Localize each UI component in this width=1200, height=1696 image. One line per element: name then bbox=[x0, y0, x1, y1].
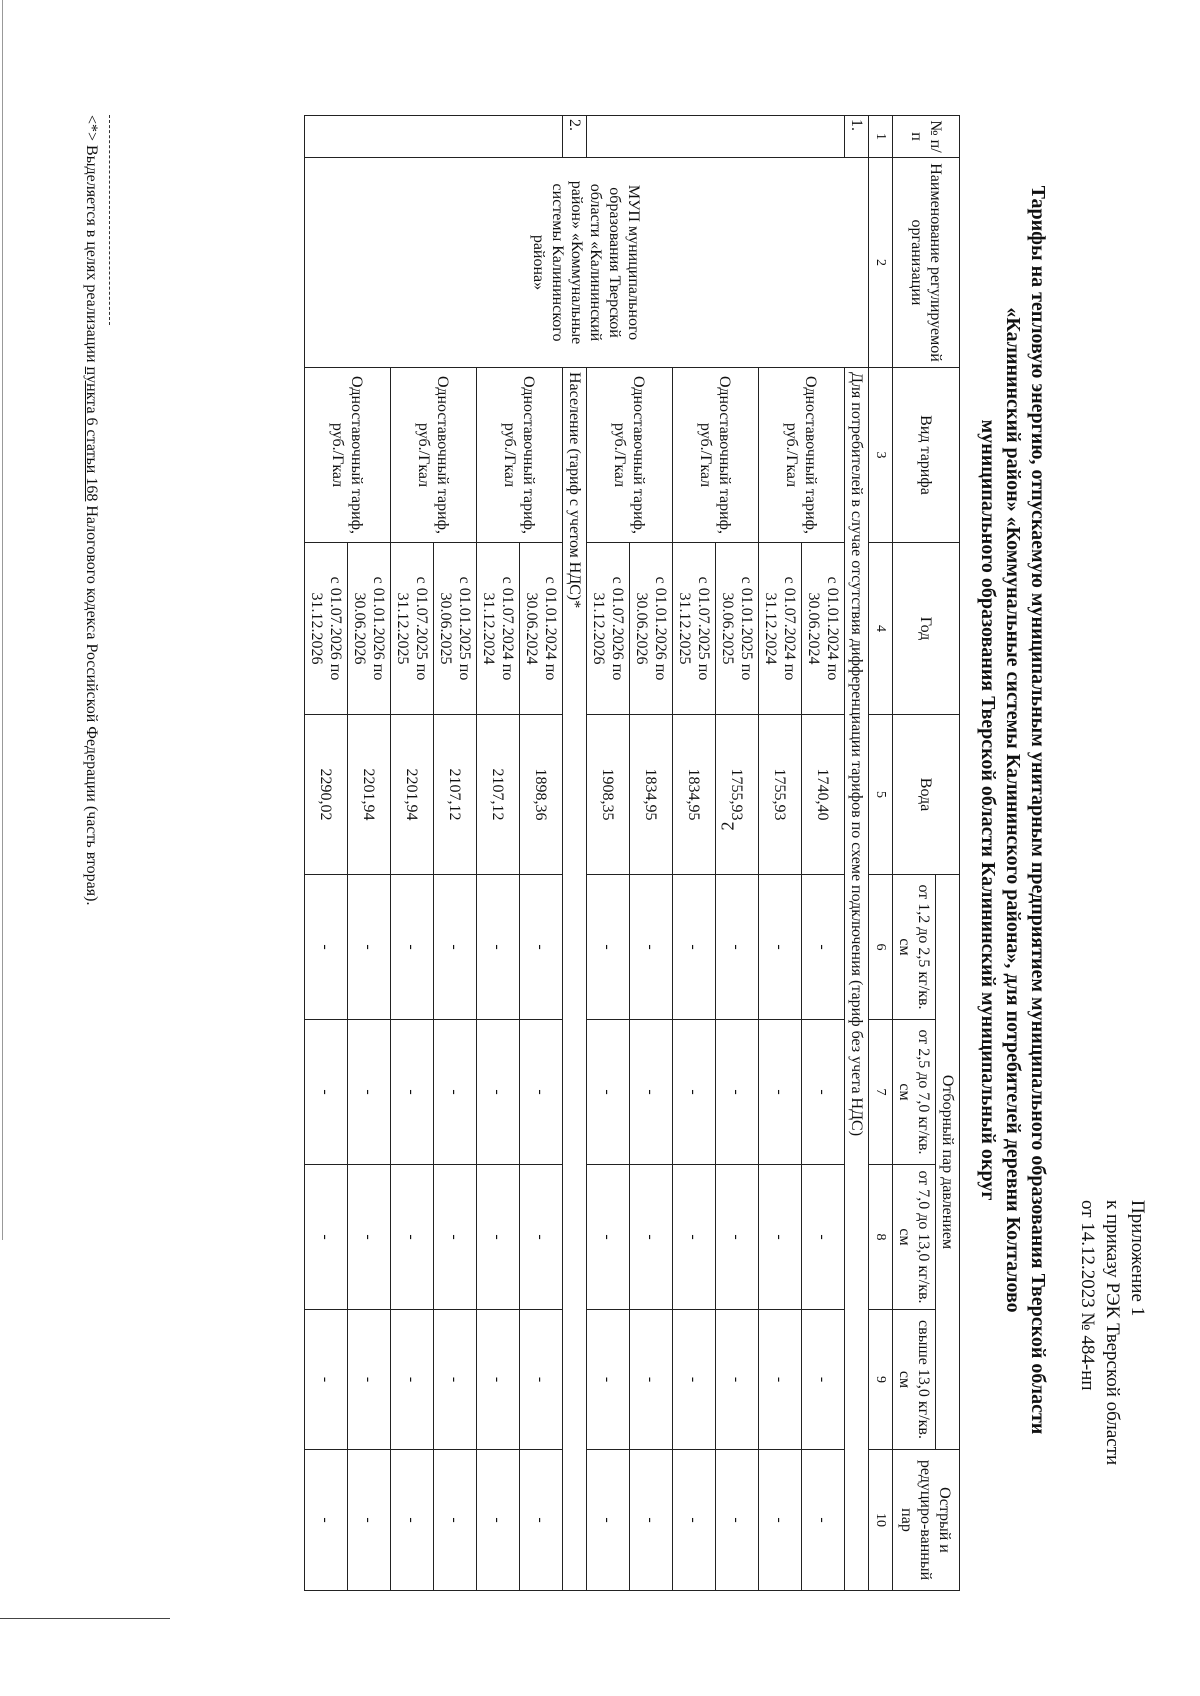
steam-2-value: - bbox=[630, 1020, 673, 1165]
sharp-steam-value: - bbox=[630, 1450, 673, 1591]
sharp-steam-value: - bbox=[391, 1450, 434, 1591]
steam-1-value: - bbox=[348, 875, 391, 1020]
col-number: 10 bbox=[869, 1450, 893, 1591]
col-number: 6 bbox=[869, 875, 893, 1020]
water-value: 1740,40 bbox=[802, 715, 845, 875]
page-number: 2 bbox=[717, 821, 738, 831]
col-number: 8 bbox=[869, 1165, 893, 1310]
organization-name: МУП муниципального образования Тверской области «Калининский район» «Коммунальные системы Калининского района» bbox=[305, 158, 869, 368]
steam-4-value: - bbox=[305, 1310, 348, 1450]
footnote bbox=[82, 115, 100, 905]
steam-4-value: - bbox=[759, 1310, 802, 1450]
steam-3-value: - bbox=[673, 1165, 716, 1310]
tariff-type-cell: Одноставочный тариф, руб./Гкал bbox=[673, 368, 759, 543]
appendix-line-1: Приложение 1 bbox=[1127, 1200, 1148, 1317]
appendix-block bbox=[1075, 1200, 1150, 1620]
steam-3-value: - bbox=[477, 1165, 520, 1310]
steam-3-value: - bbox=[587, 1165, 630, 1310]
steam-1-value: - bbox=[434, 875, 477, 1020]
steam-1-value: - bbox=[391, 875, 434, 1020]
sharp-steam-value: - bbox=[716, 1450, 759, 1591]
title-line-3: муниципального образования Тверской области Калининский муниципальный округ bbox=[977, 419, 999, 1201]
footnote-law-link[interactable]: пункта 6 статьи 168 bbox=[83, 366, 100, 502]
header-steam-3: от 7,0 до 13,0 кг/кв. см bbox=[893, 1165, 936, 1310]
steam-2-value: - bbox=[348, 1020, 391, 1165]
water-value: 1755,93 bbox=[716, 715, 759, 875]
water-value: 1834,95 bbox=[673, 715, 716, 875]
steam-3-value: - bbox=[434, 1165, 477, 1310]
steam-4-value: - bbox=[673, 1310, 716, 1450]
steam-4-value: - bbox=[802, 1310, 845, 1450]
steam-2-value: - bbox=[305, 1020, 348, 1165]
tariff-table bbox=[304, 115, 960, 1591]
sharp-steam-value: - bbox=[305, 1450, 348, 1591]
col-number: 5 bbox=[869, 715, 893, 875]
steam-1-value: - bbox=[716, 875, 759, 1020]
steam-1-value: - bbox=[587, 875, 630, 1020]
steam-1-value: - bbox=[305, 875, 348, 1020]
steam-4-value: - bbox=[348, 1310, 391, 1450]
period-cell: с 01.01.2025 по 30.06.2025 bbox=[716, 543, 759, 715]
tariff-type-cell: Одноставочный тариф, руб./Гкал bbox=[477, 368, 563, 543]
steam-3-value: - bbox=[348, 1165, 391, 1310]
steam-2-value: - bbox=[802, 1020, 845, 1165]
sharp-steam-value: - bbox=[348, 1450, 391, 1591]
water-value: 1834,95 bbox=[630, 715, 673, 875]
col-number: 9 bbox=[869, 1310, 893, 1450]
steam-3-value: - bbox=[391, 1165, 434, 1310]
period-cell: с 01.07.2024 по 31.12.2024 bbox=[759, 543, 802, 715]
header-tariff-type: Вид тарифа bbox=[893, 368, 960, 543]
steam-4-value: - bbox=[434, 1310, 477, 1450]
header-steam-group: Отборный пар давлением bbox=[936, 875, 960, 1450]
steam-2-value: - bbox=[391, 1020, 434, 1165]
sharp-steam-value: - bbox=[759, 1450, 802, 1591]
water-value: 2201,94 bbox=[391, 715, 434, 875]
period-cell: с 01.01.2024 по 30.06.2024 bbox=[520, 543, 563, 715]
steam-3-value: - bbox=[305, 1165, 348, 1310]
steam-1-value: - bbox=[759, 875, 802, 1020]
steam-2-value: - bbox=[759, 1020, 802, 1165]
col-number: 2 bbox=[869, 158, 893, 368]
period-cell: с 01.07.2025 по 31.12.2025 bbox=[391, 543, 434, 715]
steam-2-value: - bbox=[673, 1020, 716, 1165]
col-number: 4 bbox=[869, 543, 893, 715]
steam-2-value: - bbox=[477, 1020, 520, 1165]
period-cell: с 01.07.2026 по 31.12.2026 bbox=[587, 543, 630, 715]
sharp-steam-value: - bbox=[477, 1450, 520, 1591]
steam-1-value: - bbox=[630, 875, 673, 1020]
steam-4-value: - bbox=[716, 1310, 759, 1450]
sharp-steam-value: - bbox=[587, 1450, 630, 1591]
water-value: 1898,36 bbox=[520, 715, 563, 875]
water-value: 2290,02 bbox=[305, 715, 348, 875]
section-title: Для потребителей в случае отсутствия дифференциации тарифов по схеме подключения (тариф без учета НДС) bbox=[845, 368, 869, 1591]
steam-4-value: - bbox=[587, 1310, 630, 1450]
sharp-steam-value: - bbox=[802, 1450, 845, 1591]
water-value: 2107,12 bbox=[434, 715, 477, 875]
header-year: Год bbox=[893, 543, 960, 715]
period-cell: с 01.07.2024 по 31.12.2024 bbox=[477, 543, 520, 715]
blank-cell bbox=[587, 116, 845, 158]
steam-4-value: - bbox=[630, 1310, 673, 1450]
steam-2-value: - bbox=[434, 1020, 477, 1165]
steam-1-value: - bbox=[673, 875, 716, 1020]
appendix-line-3: от 14.12.2023 № 484-нп bbox=[1077, 1200, 1098, 1391]
header-steam-2: от 2,5 до 7,0 кг/кв. см bbox=[893, 1020, 936, 1165]
steam-3-value: - bbox=[630, 1165, 673, 1310]
steam-2-value: - bbox=[716, 1020, 759, 1165]
water-value: 1908,35 bbox=[587, 715, 630, 875]
steam-1-value: - bbox=[520, 875, 563, 1020]
tariff-type-cell: Одноставочный тариф, руб./Гкал bbox=[587, 368, 673, 543]
section-number: 1. bbox=[845, 116, 869, 158]
sharp-steam-value: - bbox=[673, 1450, 716, 1591]
appendix-line-2: к приказу РЭК Тверской области bbox=[1102, 1200, 1123, 1466]
col-number: 3 bbox=[869, 368, 893, 543]
footnote-prefix: <*> Выделяется в целях реализации bbox=[83, 115, 100, 367]
header-number: № п/п bbox=[893, 116, 960, 158]
steam-1-value: - bbox=[802, 875, 845, 1020]
section-title: Население (тариф с учетом НДС)* bbox=[563, 368, 587, 1591]
steam-4-value: - bbox=[520, 1310, 563, 1450]
water-value: 2107,12 bbox=[477, 715, 520, 875]
steam-3-value: - bbox=[759, 1165, 802, 1310]
period-cell: с 01.01.2026 по 30.06.2026 bbox=[630, 543, 673, 715]
period-cell: с 01.01.2025 по 30.06.2025 bbox=[434, 543, 477, 715]
section-row bbox=[845, 116, 869, 1591]
blank-cell bbox=[305, 116, 563, 158]
title-line-1: Тарифы на тепловую энергию, отпускаемую муниципальным унитарным предприятием муниципального образования Тверской области bbox=[1027, 185, 1049, 1435]
sharp-steam-value: - bbox=[520, 1450, 563, 1591]
header-steam-4: свыше 13,0 кг/кв. см bbox=[893, 1310, 936, 1450]
column-numbers-row bbox=[869, 116, 893, 1591]
col-number: 1 bbox=[869, 116, 893, 158]
header-steam-1: от 1,2 до 2,5 кг/кв. см bbox=[893, 875, 936, 1020]
tariff-type-cell: Одноставочный тариф, руб./Гкал bbox=[391, 368, 477, 543]
water-value: 2201,94 bbox=[348, 715, 391, 875]
document-title bbox=[975, 110, 1050, 1510]
period-cell: с 01.01.2026 по 30.06.2026 bbox=[348, 543, 391, 715]
title-line-2: «Калининский район» «Коммунальные системы Калининского района», для потребителей деревни Колталово bbox=[1002, 307, 1024, 1313]
tariff-type-cell: Одноставочный тариф, руб./Гкал bbox=[759, 368, 845, 543]
steam-2-value: - bbox=[520, 1020, 563, 1165]
steam-4-value: - bbox=[391, 1310, 434, 1450]
tariff-type-cell: Одноставочный тариф, руб./Гкал bbox=[305, 368, 391, 543]
header-sharp-steam: Острый и редуциро-ванный пар bbox=[893, 1450, 960, 1591]
period-cell: с 01.07.2026 по 31.12.2026 bbox=[305, 543, 348, 715]
rotated-document bbox=[0, 50, 1150, 1650]
header-organization: Наименование регулируемой организации bbox=[893, 158, 960, 368]
steam-4-value: - bbox=[477, 1310, 520, 1450]
period-cell: с 01.07.2025 по 31.12.2025 bbox=[673, 543, 716, 715]
sharp-steam-value: - bbox=[434, 1450, 477, 1591]
steam-3-value: - bbox=[716, 1165, 759, 1310]
footnote-suffix: Налогового кодекса Российской Федерации (часть вторая). bbox=[83, 501, 100, 906]
period-cell: с 01.01.2024 по 30.06.2024 bbox=[802, 543, 845, 715]
steam-2-value: - bbox=[587, 1020, 630, 1165]
col-number: 7 bbox=[869, 1020, 893, 1165]
water-value: 1755,93 bbox=[759, 715, 802, 875]
section-number: 2. bbox=[563, 116, 587, 158]
footnote-divider bbox=[109, 115, 110, 325]
steam-1-value: - bbox=[477, 875, 520, 1020]
steam-3-value: - bbox=[520, 1165, 563, 1310]
steam-3-value: - bbox=[802, 1165, 845, 1310]
header-water: Вода bbox=[893, 715, 960, 875]
